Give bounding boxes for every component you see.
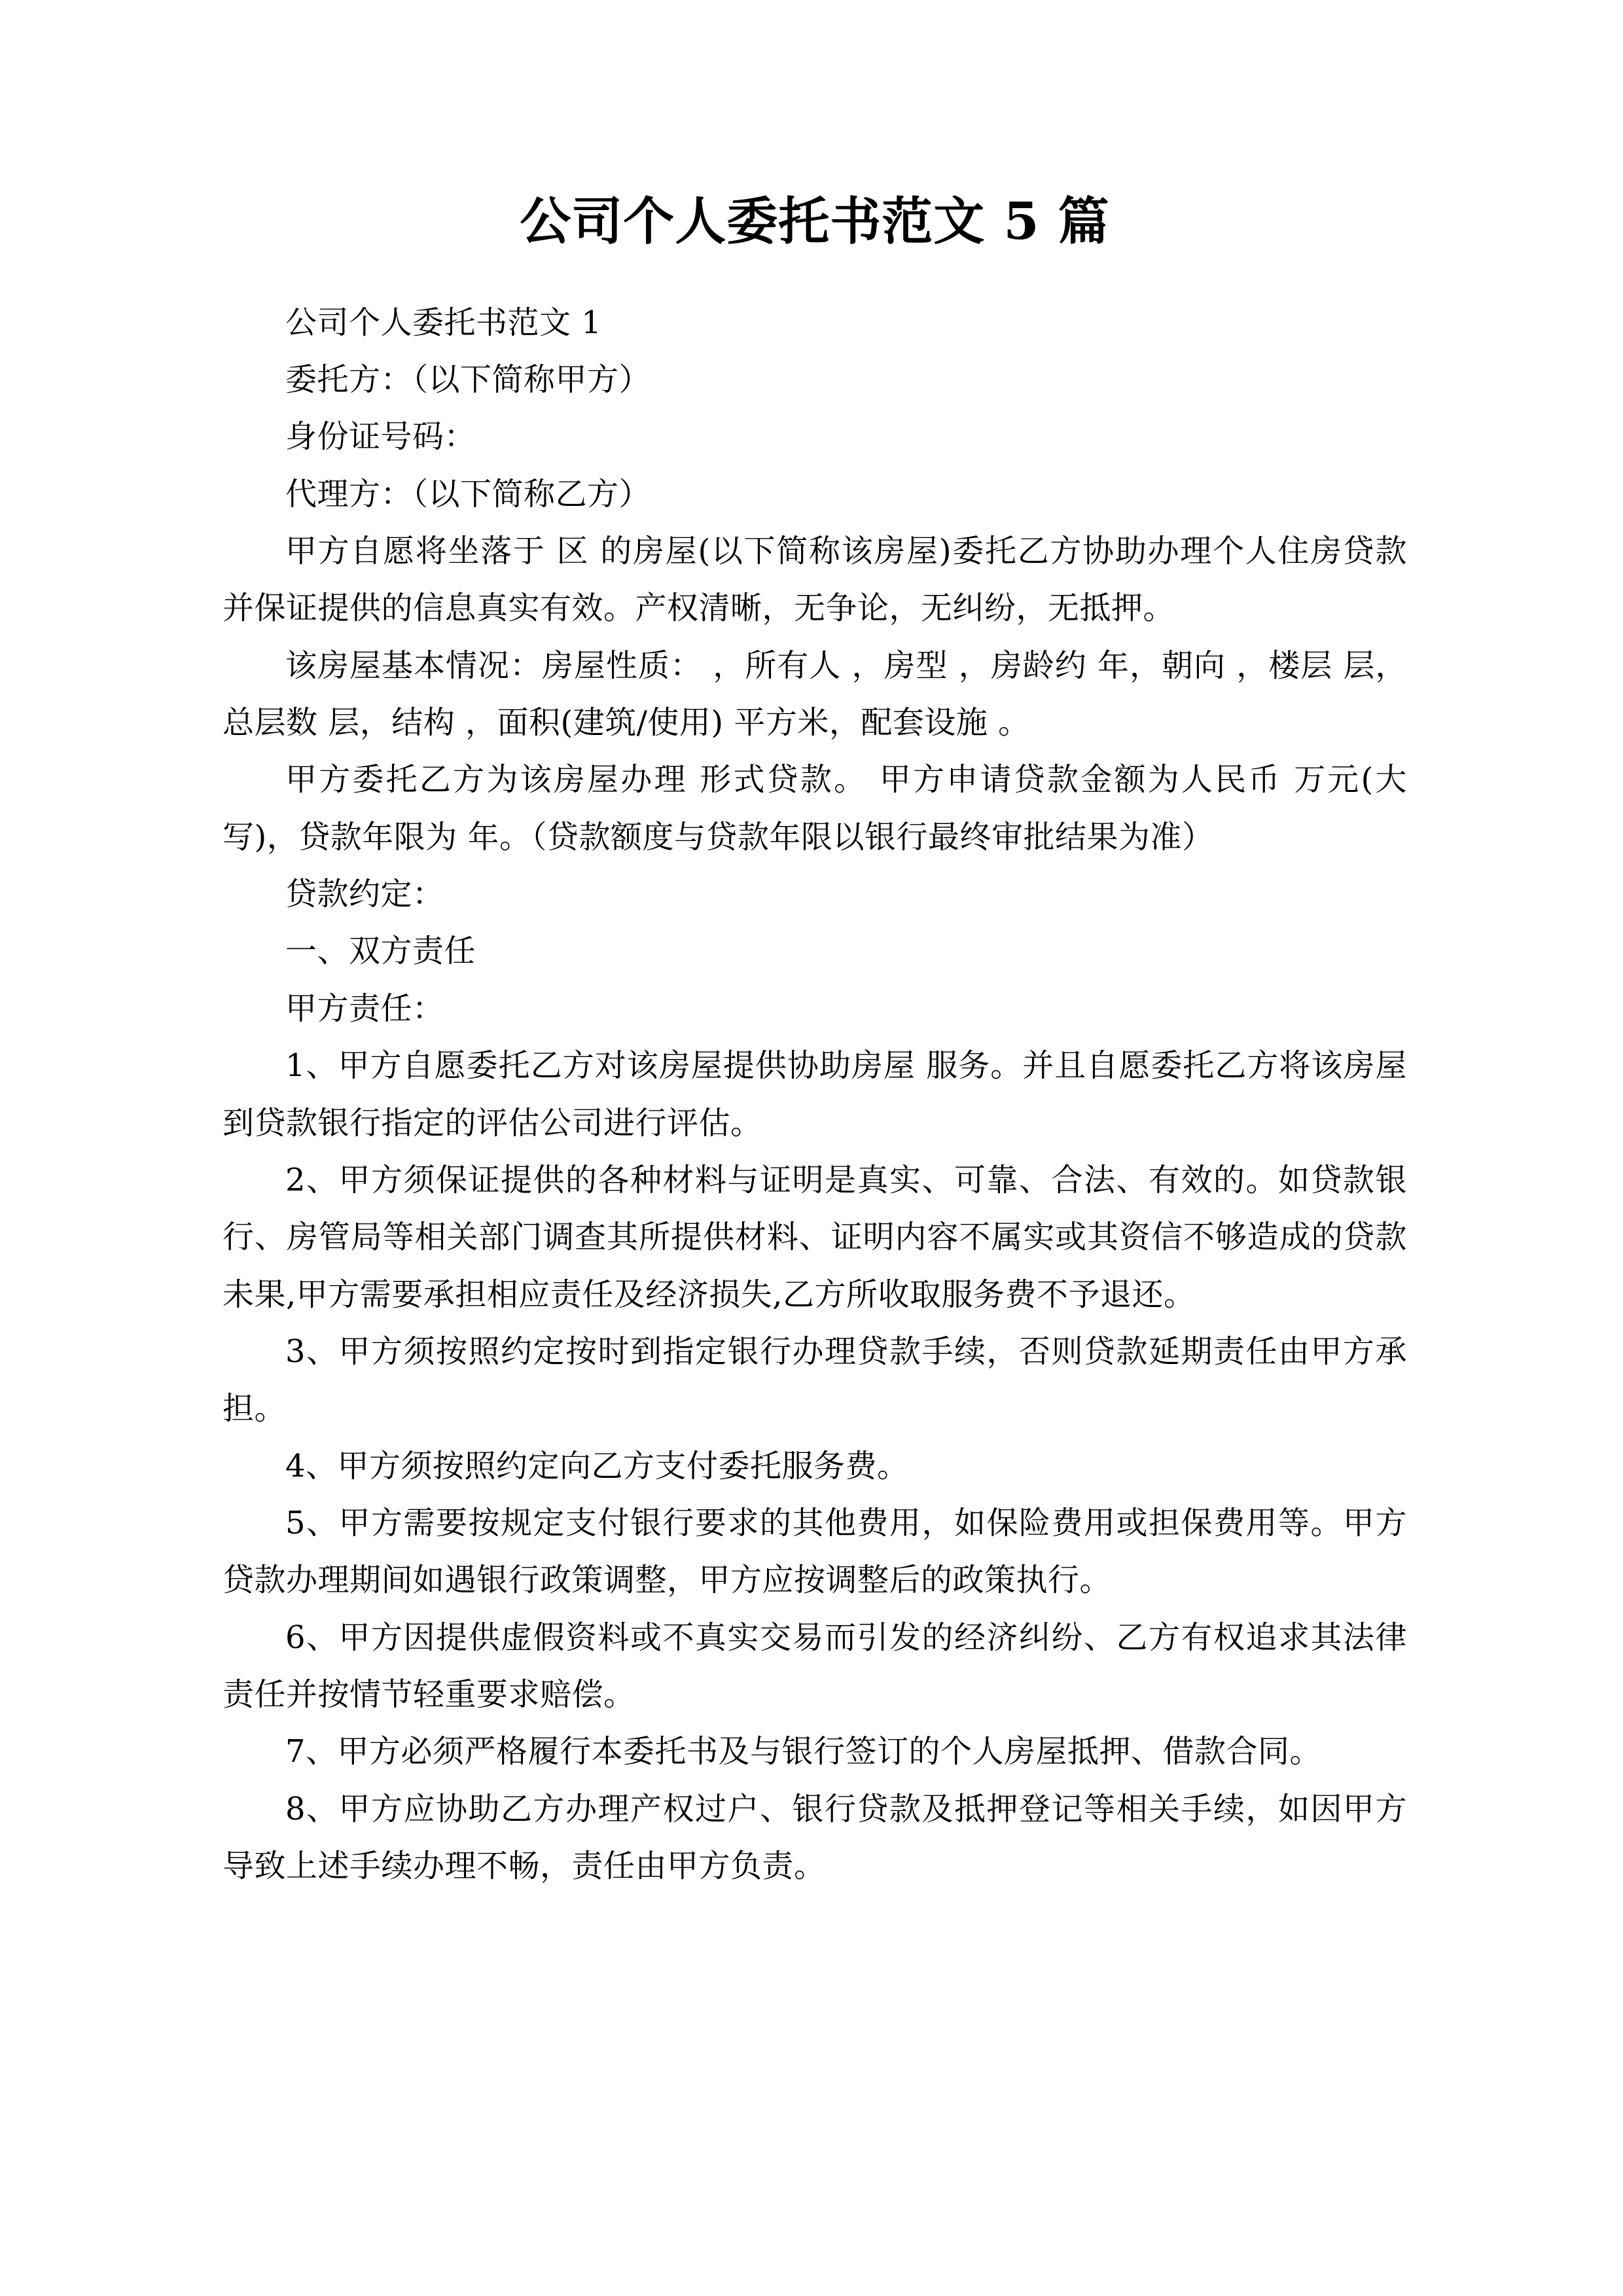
- principal-line: 委托方：（以下简称甲方）: [285, 361, 651, 398]
- loan-agreement-heading: 贷款约定：: [285, 876, 444, 913]
- duty-4: 4、甲方须按照约定向乙方支付委托服务费。: [285, 1447, 909, 1484]
- duty-7: 7、甲方必须严格履行本委托书及与银行签订的个人房屋抵押、借款合同。: [285, 1733, 1322, 1770]
- duty-2: 2、甲方须保证提供的各种材料与证明是真实、可靠、合法、有效的。如贷款银行、房管局等相关部门调查其所提供材料、证明内容不属实或其资信不够造成的贷款未果,甲方需要承担相应责任及经济损失,乙方所收取服务费不予退还。: [223, 1161, 1407, 1313]
- document-content: [223, 0, 1407, 1895]
- loan-amount: 甲方委托乙方为该房屋办理 形式贷款。 甲方申请贷款金额为人民币 万元(大写)，贷款年限为 年。（贷款额度与贷款年限以银行最终审批结果为准）: [223, 761, 1407, 855]
- agent-line: 代理方：（以下简称乙方）: [285, 475, 651, 512]
- party-a-duties-heading: 甲方责任：: [285, 990, 444, 1027]
- intro-paragraph: 甲方自愿将坐落于 区 的房屋(以下简称该房屋)委托乙方协助办理个人住房贷款并保证提供的信息真实有效。产权清晰，无争论，无纠纷，无抵押。: [223, 532, 1407, 627]
- duty-5: 5、甲方需要按规定支付银行要求的其他费用，如保险费用或担保费用等。甲方贷款办理期间如遇银行政策调整，甲方应按调整后的政策执行。: [223, 1505, 1407, 1599]
- duty-8: 8、甲方应协助乙方办理产权过户、银行贷款及抵押登记等相关手续，如因甲方导致上述手续办理不畅，责任由甲方负责。: [223, 1790, 1407, 1885]
- sample-heading-1: 公司个人委托书范文 1: [285, 304, 602, 341]
- section-one-heading: 一、双方责任: [285, 933, 476, 970]
- duty-6: 6、甲方因提供虚假资料或不真实交易而引发的经济纠纷、乙方有权追求其法律责任并按情节轻重要求赔偿。: [223, 1619, 1407, 1713]
- page-title: 公司个人委托书范文 5 篇: [520, 192, 1110, 251]
- id-number-line: 身份证号码：: [285, 418, 476, 456]
- property-details: 该房屋基本情况：房屋性质： ，所有人 ，房型 ，房龄约 年，朝向 ，楼层 层，总层数 层，结构 ，面积(建筑/使用) 平方米，配套设施 。: [223, 647, 1407, 742]
- document-body: [223, 295, 1407, 1895]
- duty-1: 1、甲方自愿委托乙方对该房屋提供协助房屋 服务。并且自愿委托乙方将该房屋到贷款银行指定的评估公司进行评估。: [223, 1047, 1407, 1141]
- duty-3: 3、甲方须按照约定按时到指定银行办理贷款手续，否则贷款延期责任由甲方承担。: [223, 1333, 1407, 1427]
